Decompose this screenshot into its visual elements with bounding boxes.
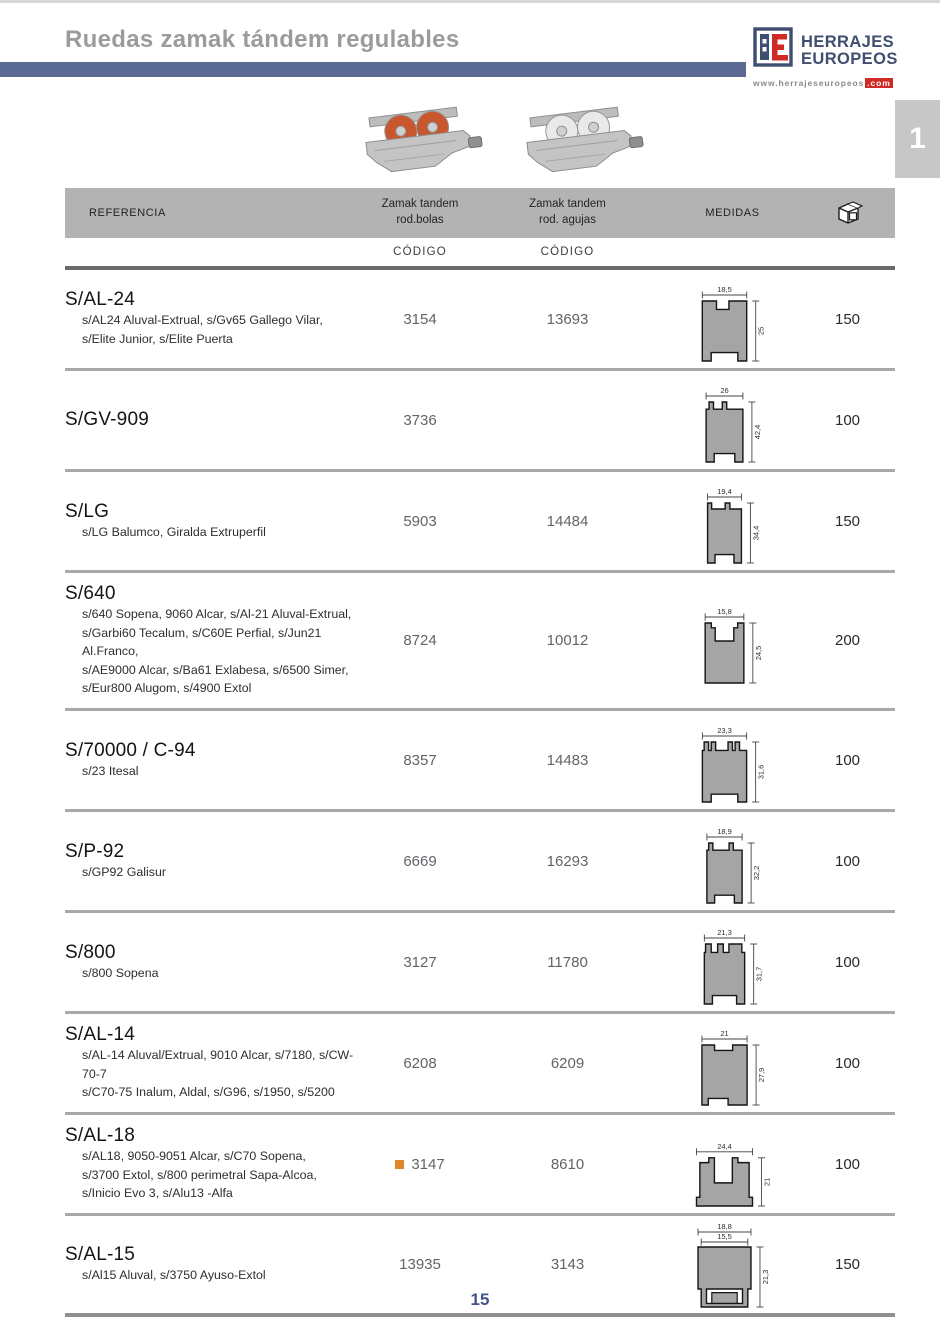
- codigo-bolas-value: 13935: [399, 1256, 441, 1274]
- reference-title: S/640: [65, 583, 116, 604]
- reference-cell: [65, 573, 370, 708]
- quantity-value: 100: [834, 1054, 861, 1072]
- quantity-cell: [800, 371, 895, 469]
- codigo-agujas-value: 3143: [550, 1256, 585, 1274]
- reference-cell: [65, 472, 370, 570]
- table-row: [65, 270, 895, 371]
- table-row: [65, 472, 895, 573]
- reference-cell: [65, 270, 370, 368]
- codigo-agujas-cell: [470, 270, 665, 368]
- codigo-agujas-cell: [470, 573, 665, 708]
- reference-compat-line: s/Al15 Aluval, s/3750 Ayuso-Extol: [82, 1268, 266, 1283]
- reference-compat-line: s/GP92 Galisur: [82, 864, 167, 879]
- header-accent-bar: [0, 62, 746, 77]
- quantity-cell: [800, 573, 895, 708]
- codigo-label-agujas: CÓDIGO: [540, 246, 595, 258]
- dim-height-label: 25: [756, 326, 766, 336]
- reference-compat-line: s/Garbi60 Tecalum, s/C60E Perfial, s/Jun21 Al.Franco,: [82, 625, 322, 659]
- reference-title: S/P-92: [65, 840, 125, 862]
- quantity-cell: [800, 270, 895, 368]
- reference-compat-line: s/AL24 Aluval-Extrual, s/Gv65 Gallego Vilar,: [82, 313, 323, 328]
- profile-diagram: [665, 713, 800, 807]
- dim-height-label: 34,4: [751, 525, 761, 541]
- table-row: [65, 371, 895, 472]
- reference-compat-line: s/Eur800 Alugom, s/4900 Extol: [82, 681, 252, 696]
- medidas-cell: [665, 472, 800, 570]
- codigo-agujas-value: 6209: [550, 1054, 585, 1072]
- medidas-cell: [665, 913, 800, 1011]
- reference-compat-line: s/AL18, 9050-9051 Alcar, s/C70 Sopena,: [82, 1149, 306, 1164]
- reference-title: S/70000 / C-94: [65, 739, 196, 761]
- quantity-value: 100: [834, 751, 861, 769]
- reference-cell: [65, 913, 370, 1011]
- quantity-value: 100: [834, 411, 861, 429]
- table-row: [65, 573, 895, 711]
- codigo-bolas-cell: [370, 472, 470, 570]
- reference-cell: [65, 812, 370, 910]
- profile-diagram: [665, 474, 800, 568]
- table-body: [65, 270, 895, 1317]
- codigo-agujas-value: 11780: [547, 953, 588, 971]
- reference-title: S/AL-14: [65, 1024, 136, 1046]
- reference-cell: [65, 371, 370, 469]
- quantity-value: 200: [834, 632, 861, 650]
- codigo-agujas-cell: [470, 711, 665, 809]
- codigo-bolas-cell: [370, 711, 470, 809]
- codigo-bolas-cell: [370, 1115, 470, 1213]
- codigo-bolas-cell: [370, 573, 470, 708]
- dim-width-label: 19,4: [717, 487, 732, 497]
- reference-title: S/AL-24: [65, 289, 136, 311]
- codigo-bolas-value: 6208: [403, 1054, 437, 1072]
- quantity-value: 150: [834, 310, 861, 328]
- product-photo-needle-bearing: [513, 100, 648, 185]
- dim-width-label: 21: [720, 1029, 729, 1039]
- dim-height-label: 21: [762, 1177, 772, 1187]
- medidas-cell: [665, 371, 800, 469]
- reference-compat-line: s/23 Itesal: [82, 763, 139, 778]
- dim-width-label: 18,9: [717, 827, 732, 837]
- quantity-value: 150: [834, 1256, 861, 1274]
- dim-width-label: 24,4: [717, 1142, 732, 1152]
- codigo-agujas-cell: [470, 812, 665, 910]
- codigo-agujas-value: 13693: [546, 310, 589, 328]
- codigo-agujas-cell: [470, 371, 665, 469]
- reference-cell: [65, 1115, 370, 1213]
- dim-height-label: 32,2: [752, 865, 762, 881]
- quantity-value: 100: [834, 953, 861, 971]
- packaging-box-icon: [800, 199, 895, 227]
- reference-compat-line: s/3700 Extol, s/800 perimetral Sapa-Alcoa,: [82, 1167, 317, 1182]
- medidas-cell: [665, 1014, 800, 1112]
- codigo-agujas-value: 8610: [550, 1155, 585, 1173]
- dim-width-label: 18,5: [717, 285, 732, 295]
- brand-url: www.herrajeseuropeos .com: [753, 78, 891, 88]
- codigo-bolas-value: 5903: [403, 512, 437, 530]
- dim-width-label: 21,3: [717, 928, 732, 938]
- medidas-cell: [665, 711, 800, 809]
- dim-width-label: 23,3: [717, 726, 732, 736]
- orange-marker: [395, 1160, 404, 1169]
- profile-diagram: [665, 594, 800, 688]
- codigo-agujas-value: 16293: [546, 852, 589, 870]
- table-row: [65, 711, 895, 812]
- medidas-cell: [665, 573, 800, 708]
- reference-compat-line: s/Elite Junior, s/Elite Puerta: [82, 332, 233, 346]
- codigo-bolas-value: 3154: [403, 310, 437, 328]
- profile-diagram: [665, 373, 800, 467]
- codigo-agujas-value: 10012: [546, 632, 589, 650]
- codigo-bolas-value: 3127: [403, 953, 437, 971]
- section-tab: 1: [895, 100, 940, 178]
- reference-title: S/AL-18: [65, 1125, 136, 1147]
- codigo-subheader: [65, 238, 895, 270]
- codigo-bolas-cell: [370, 270, 470, 368]
- codigo-bolas-value: 3736: [403, 411, 437, 429]
- codigo-bolas-cell: [370, 371, 470, 469]
- dim-width-label: 15,8: [717, 606, 732, 616]
- dim-width-label: 15,5: [717, 1231, 732, 1241]
- profile-diagram: [665, 272, 800, 366]
- reference-title: S/GV-909: [65, 409, 149, 430]
- profile-diagram: [665, 1117, 800, 1211]
- dim-width-label: 26: [720, 386, 729, 396]
- codigo-bolas-cell: [370, 913, 470, 1011]
- reference-compat-line: s/640 Sopena, 9060 Alcar, s/Al-21 Aluval-Extrual,: [82, 607, 352, 621]
- reference-compat-line: s/AL-14 Aluval/Extrual, 9010 Alcar, s/7180, s/CW-70-7: [82, 1048, 354, 1081]
- quantity-cell: [800, 1014, 895, 1112]
- product-photo-ball-bearing: [352, 100, 487, 185]
- brand-logo-icon: [753, 27, 795, 74]
- dim-height-label: 42,4: [752, 424, 762, 440]
- reference-cell: [65, 711, 370, 809]
- dim-height-label: 27,9: [757, 1067, 767, 1083]
- codigo-bolas-value: 6669: [403, 852, 437, 870]
- table-header: [65, 188, 895, 238]
- medidas-cell: [665, 812, 800, 910]
- page-number: 15: [470, 1290, 490, 1309]
- codigo-agujas-cell: [470, 1014, 665, 1112]
- col-header-rod-agujas: Zamak tandem rod. agujas: [529, 198, 606, 226]
- dim-height-label: 21,3: [760, 1269, 770, 1284]
- quantity-value: 150: [834, 512, 861, 530]
- profile-diagram: [665, 1016, 800, 1110]
- codigo-bolas-value: 8357: [403, 751, 437, 769]
- table-row: [65, 913, 895, 1014]
- quantity-cell: [800, 1115, 895, 1213]
- page-title: Ruedas zamak tándem regulables: [65, 26, 460, 53]
- col-header-rod-bolas: Zamak tandem rod.bolas: [381, 198, 459, 226]
- product-table: [65, 188, 895, 1317]
- col-header-referencia: REFERENCIA: [89, 207, 166, 219]
- dim-width-label: 18,8: [717, 1221, 732, 1231]
- table-row: [65, 812, 895, 913]
- reference-title: S/AL-15: [65, 1244, 136, 1266]
- quantity-cell: [800, 913, 895, 1011]
- codigo-agujas-cell: [470, 913, 665, 1011]
- codigo-agujas-value: 14484: [546, 512, 589, 530]
- profile-diagram: [665, 814, 800, 908]
- quantity-value: 100: [834, 1155, 861, 1173]
- dim-height-label: 24,5: [753, 645, 763, 660]
- codigo-bolas-value: 8724: [403, 632, 437, 650]
- quantity-cell: [800, 812, 895, 910]
- quantity-value: 100: [834, 852, 861, 870]
- profile-diagram: [665, 915, 800, 1009]
- page-top-edge: [0, 0, 940, 3]
- brand-name: HERRAJES EUROPEOS: [801, 32, 898, 68]
- reference-compat-line: s/AE9000 Alcar, s/Ba61 Exlabesa, s/6500 Simer,: [82, 662, 349, 677]
- reference-cell: [65, 1014, 370, 1112]
- quantity-cell: [800, 472, 895, 570]
- codigo-bolas-cell: [370, 812, 470, 910]
- reference-title: S/800: [65, 941, 116, 963]
- dim-height-label: 31,6: [756, 764, 766, 780]
- brand-block: [753, 27, 903, 88]
- codigo-bolas-cell: [370, 1014, 470, 1112]
- codigo-label-bolas: CÓDIGO: [393, 246, 447, 258]
- medidas-cell: [665, 270, 800, 368]
- codigo-agujas-value: 14483: [546, 751, 589, 769]
- reference-compat-line: s/Inicio Evo 3, s/Alu13 -Alfa: [82, 1186, 233, 1201]
- quantity-cell: [800, 711, 895, 809]
- codigo-agujas-cell: [470, 472, 665, 570]
- col-header-medidas: MEDIDAS: [705, 207, 760, 219]
- table-row: [65, 1014, 895, 1115]
- reference-title: S/LG: [65, 500, 110, 522]
- reference-compat-line: s/800 Sopena: [82, 965, 159, 980]
- table-row: [65, 1115, 895, 1216]
- dim-height-label: 31,7: [754, 966, 764, 982]
- reference-compat-line: s/C70-75 Inalum, Aldal, s/G96, s/1950, s/5200: [82, 1085, 335, 1100]
- codigo-agujas-cell: [470, 1115, 665, 1213]
- codigo-bolas-value: 3147: [411, 1155, 445, 1173]
- medidas-cell: [665, 1115, 800, 1213]
- product-photos: [352, 100, 648, 185]
- reference-compat-line: s/LG Balumco, Giralda Extruperfil: [82, 524, 266, 539]
